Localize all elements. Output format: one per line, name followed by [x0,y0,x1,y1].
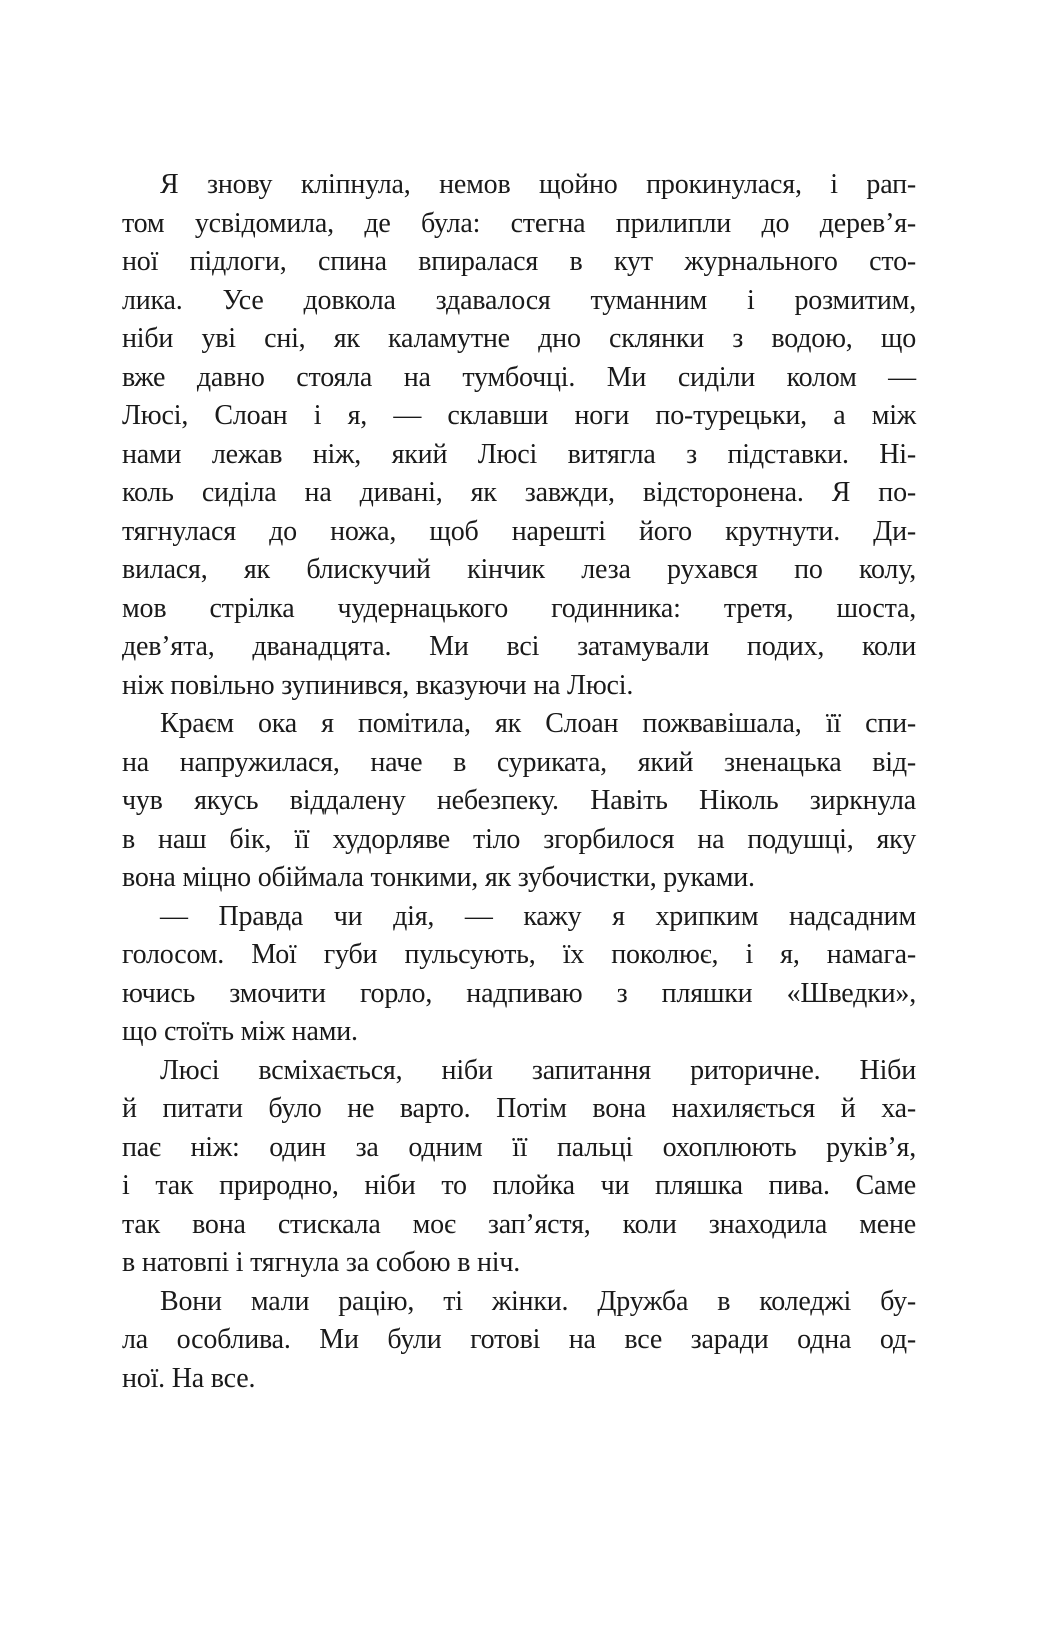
text-line: тягнулася до ножа, щоб нарешті його крутнути. Ди- [122,515,916,547]
text-line: лика. Усе довкола здавалося туманним і розмитим, [122,284,916,316]
text-line: Вони мали рацію, ті жінки. Дружба в коледжі бу- [160,1285,916,1317]
text-line: ніж повільно зупинився, вказуючи на Люсі. [122,669,634,701]
text-line: Люсі, Слоан і я, — склавши ноги по-турецьки, а між [122,400,916,431]
text-line: що стоїть між нами. [122,1016,358,1047]
text-line: ної. На все. [122,1362,256,1394]
text-line: на напружилася, наче в суриката, який зненацька від- [122,746,916,778]
text-line: голосом. Мої губи пульсують, їх поколює, і я, намага- [122,939,916,970]
text-line: чув якусь віддалену небезпеку. Навіть Ніколь зиркнула [122,785,916,816]
text-line: Краєм ока я помітила, як Слоан пожвавішала, її спи- [160,708,916,739]
text-line: в наш бік, її худорляве тіло згорбилося на подушці, яку [122,823,916,855]
paragraph [122,1283,916,1399]
text-line: дев’ята, дванадцята. Ми всі затамували подих, коли [122,631,916,662]
text-line: так вона стискала моє зап’ястя, коли знаходила мене [122,1208,916,1240]
text-line: пає ніж: один за одним її пальці охоплюють руків’я, [122,1131,916,1163]
paragraph [122,1052,916,1283]
text-line: коль сиділа на дивані, як завжди, відсторонена. Я по- [122,477,916,508]
text-line: ла особлива. Ми були готові на все заради одна од- [122,1324,916,1355]
text-line: вона міцно обіймала тонкими, як зубочистки, руками. [122,862,755,893]
text-line: й питати було не варто. Потім вона нахиляється й ха- [122,1093,916,1124]
text-line: — Правда чи дія, — кажу я хрипким надсадним [160,900,916,932]
paragraph [122,705,916,898]
text-line: том усвідомила, де була: стегна прилипли до дерев’я- [122,207,916,239]
paragraph [122,166,916,705]
text-line: нами лежав ніж, який Люсі витягла з підставки. Ні- [122,438,916,470]
text-block [122,166,916,1398]
text-line: вилася, як блискучий кінчик леза рухався по колу, [122,554,916,585]
text-line: вже давно стояла на тумбочці. Ми сиділи колом — [122,361,916,393]
paragraph [122,898,916,1052]
text-line: ніби уві сні, як каламутне дно склянки з водою, що [122,323,916,354]
text-line: і так природно, ніби то плойка чи пляшка пива. Саме [122,1170,916,1201]
text-line: ючись змочити горло, надпиваю з пляшки «Шведки», [122,977,916,1009]
text-line: мов стрілка чудернацького годинника: третя, шоста, [122,592,916,624]
text-line: ної підлоги, спина впиралася в кут журнального сто- [122,246,916,277]
text-line: в натовпі і тягнула за собою в ніч. [122,1247,521,1278]
text-line: Люсі всміхається, ніби запитання риторичне. Ніби [160,1054,916,1086]
text-line: Я знову кліпнула, немов щойно прокинулася, і рап- [160,169,916,200]
